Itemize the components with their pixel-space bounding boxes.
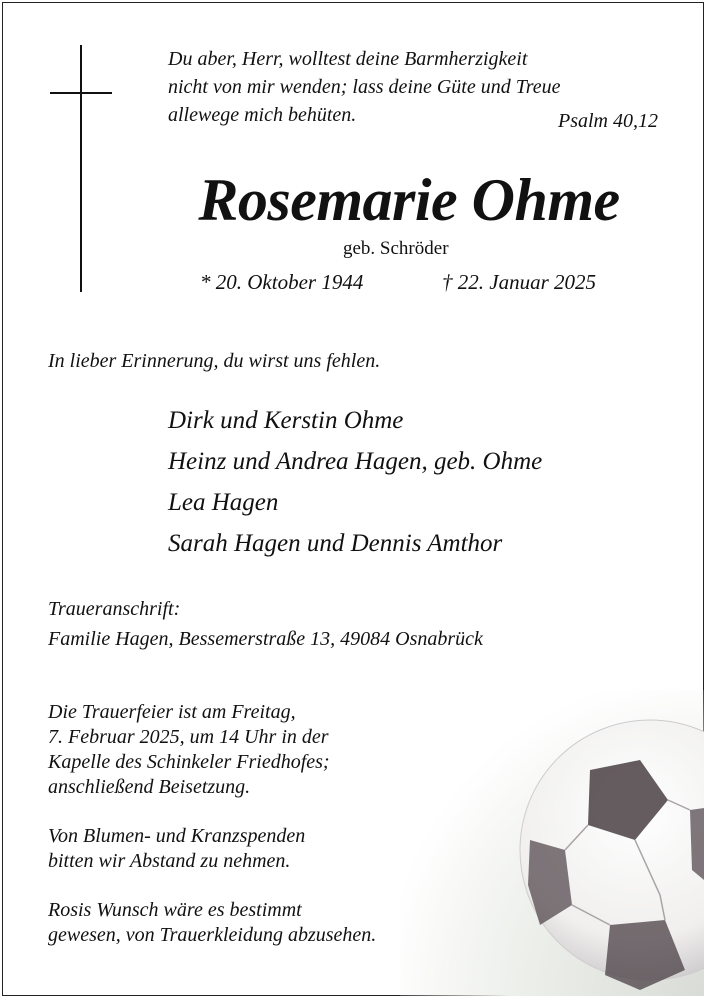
flowers-line: bitten wir Abstand zu nehmen.	[48, 850, 291, 872]
memory-line: In lieber Erinnerung, du wirst uns fehlen.	[48, 350, 381, 372]
clothing-wish	[48, 898, 376, 948]
football-image	[400, 690, 704, 996]
mourner-item: Lea Hagen	[168, 489, 279, 516]
mourner-item: Heinz und Andrea Hagen, geb. Ohme	[168, 448, 543, 475]
mourners-list	[168, 400, 542, 564]
psalm-reference: Psalm 40,12	[558, 110, 658, 132]
service-line: 7. Februar 2025, um 14 Uhr in der	[48, 726, 329, 748]
psalm-verse: Du aber, Herr, wolltest deine Barmherzigkeit nicht von mir wenden; lass deine Güte und Treue allewege mich behüten.	[168, 48, 561, 126]
birth-name: geb. Schröder	[343, 238, 449, 259]
wish-line: gewesen, von Trauerkleidung abzusehen.	[48, 924, 377, 946]
death-date: † 22. Januar 2025	[442, 270, 596, 294]
birth-date: * 20. Oktober 1944	[200, 270, 364, 294]
mourner-item: Dirk und Kerstin Ohme	[168, 407, 404, 434]
deceased-name: Rosemarie Ohme	[198, 167, 620, 233]
cross-icon-bar	[50, 92, 112, 94]
service-line: Die Trauerfeier ist am Freitag,	[48, 701, 296, 723]
service-line: anschließend Beisetzung.	[48, 776, 251, 798]
flowers-line: Von Blumen- und Kranzspenden	[48, 825, 306, 847]
flowers-note	[48, 824, 305, 874]
mourner-item: Sarah Hagen und Dennis Amthor	[168, 530, 503, 557]
football-icon	[400, 690, 704, 996]
address-label: Traueranschrift:	[48, 598, 181, 620]
service-line: Kapelle des Schinkeler Friedhofes;	[48, 751, 330, 773]
service-info	[48, 700, 330, 800]
address-value: Familie Hagen, Bessemerstraße 13, 49084 Osnabrück	[48, 628, 483, 650]
wish-line: Rosis Wunsch wäre es bestimmt	[48, 899, 302, 921]
